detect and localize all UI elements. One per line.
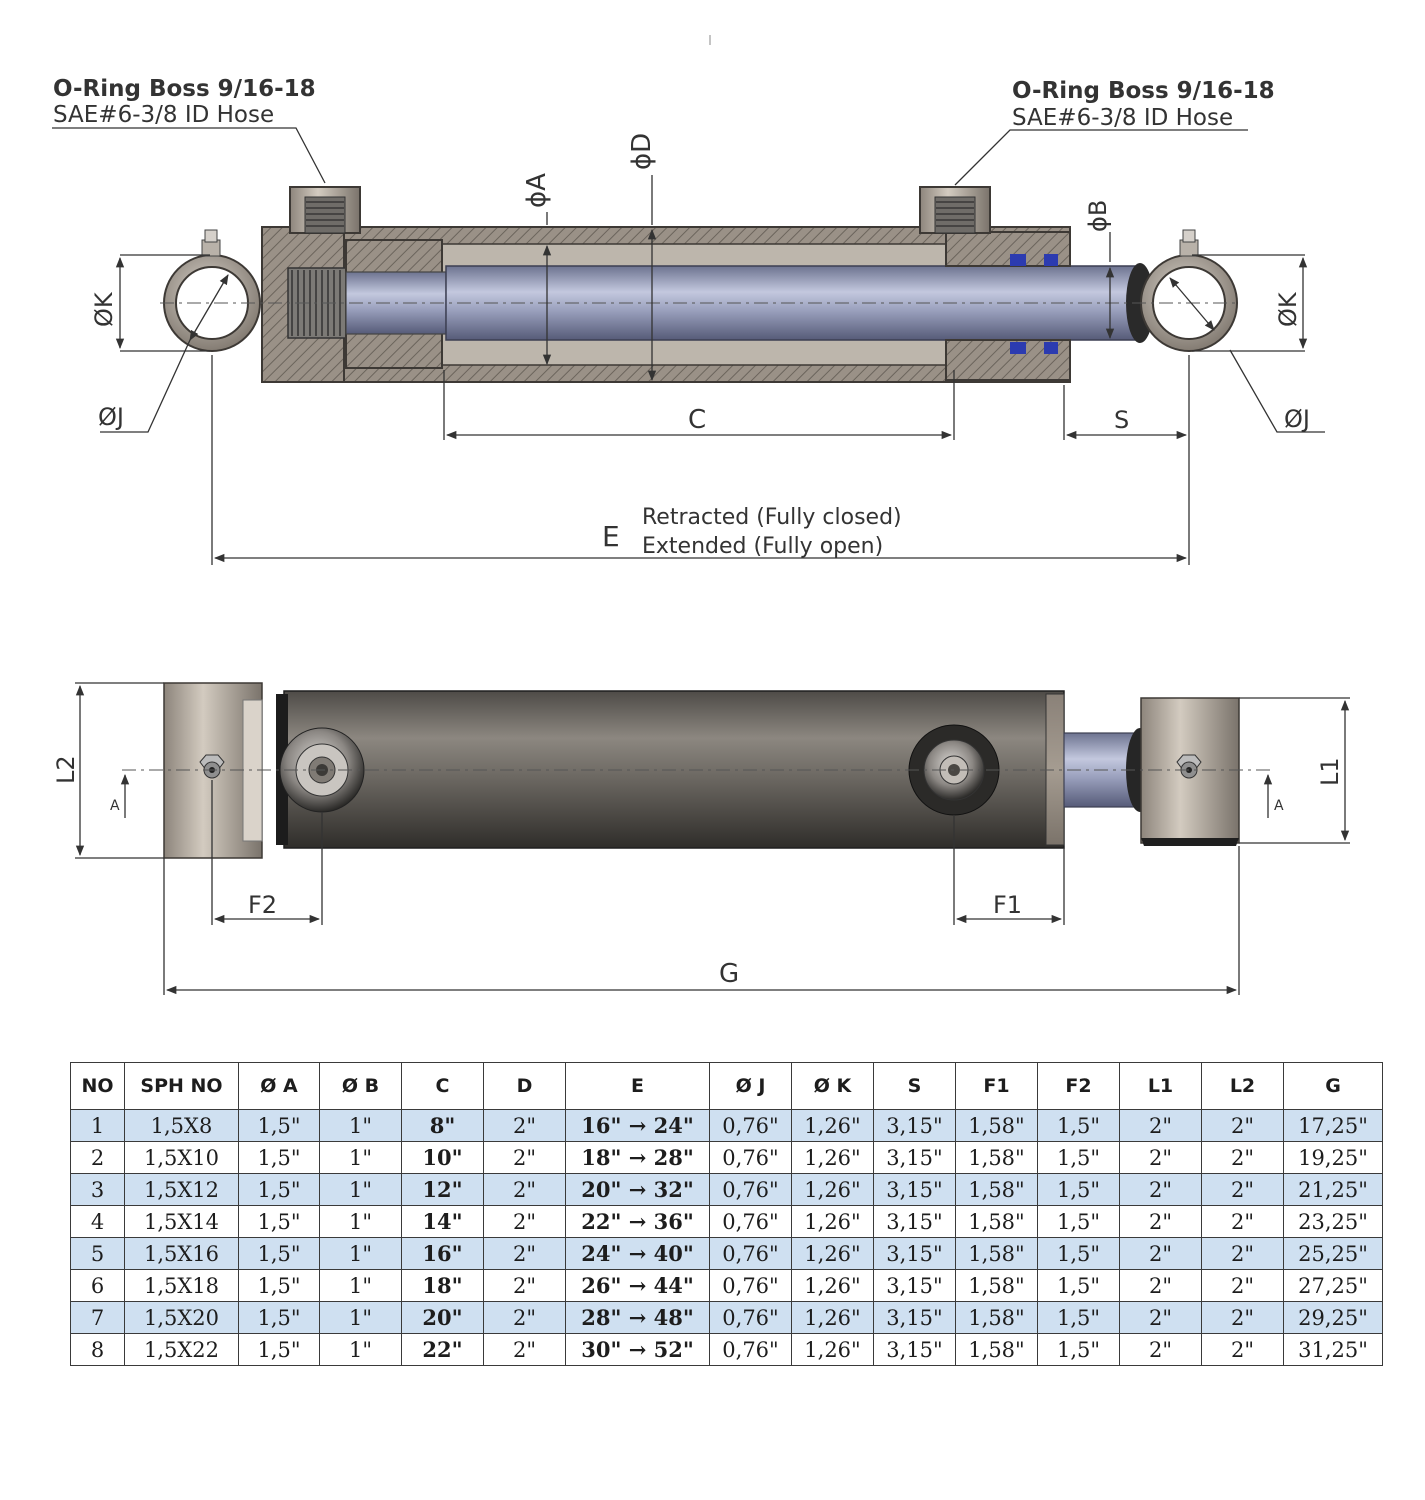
table-cell: 1,5" xyxy=(1038,1302,1120,1334)
table-cell: 1,5" xyxy=(1038,1110,1120,1142)
table-cell: 16" xyxy=(402,1238,484,1270)
table-cell: 1,58" xyxy=(956,1174,1038,1206)
table-cell: 21,25" xyxy=(1284,1174,1383,1206)
rear-eye-clevis xyxy=(164,230,260,351)
table-cell: 1" xyxy=(320,1206,402,1238)
right-port-title: O-Ring Boss 9/16-18 xyxy=(1012,78,1275,104)
table-cell: 1,5" xyxy=(239,1270,320,1302)
table-cell: 20" xyxy=(402,1302,484,1334)
table-cell: 1,26" xyxy=(792,1142,874,1174)
table-cell: 2" xyxy=(1120,1302,1202,1334)
dim-s-label: S xyxy=(1114,406,1130,434)
table-cell: 1,5" xyxy=(239,1238,320,1270)
table-cell: 7 xyxy=(71,1302,125,1334)
table-cell: 8" xyxy=(402,1110,484,1142)
dim-l2-label: L2 xyxy=(52,755,80,784)
table-body xyxy=(71,1110,1383,1366)
table-cell: 1" xyxy=(320,1302,402,1334)
table-cell: 1,58" xyxy=(956,1142,1038,1174)
table-cell: 2" xyxy=(1120,1142,1202,1174)
dim-f2-label: F2 xyxy=(248,891,278,919)
table-cell: 18" xyxy=(402,1270,484,1302)
table-cell: 2" xyxy=(1202,1174,1284,1206)
port-fitting-left xyxy=(290,187,360,233)
table-header-row xyxy=(71,1063,1383,1110)
dim-j-left-label: ØJ xyxy=(98,403,124,431)
table-cell: 3,15" xyxy=(874,1142,956,1174)
port-fitting-right xyxy=(920,187,990,233)
table-cell: 2" xyxy=(1120,1110,1202,1142)
table-cell: 1,26" xyxy=(792,1334,874,1366)
column-header: NO xyxy=(71,1063,125,1110)
column-header: Ø J xyxy=(710,1063,792,1110)
table-cell: 24" → 40" xyxy=(566,1238,710,1270)
table-cell: 2" xyxy=(484,1270,566,1302)
dim-e-label: E xyxy=(602,520,620,553)
table-cell: 31,25" xyxy=(1284,1334,1383,1366)
table-cell: 25,25" xyxy=(1284,1238,1383,1270)
table-cell: 3,15" xyxy=(874,1238,956,1270)
dim-f1-label: F1 xyxy=(993,891,1023,919)
table-cell: 1,5" xyxy=(239,1302,320,1334)
table-cell: 2" xyxy=(484,1334,566,1366)
table-cell: 22" xyxy=(402,1334,484,1366)
table-cell: 17,25" xyxy=(1284,1110,1383,1142)
table-cell: 8 xyxy=(71,1334,125,1366)
left-port-title: O-Ring Boss 9/16-18 xyxy=(53,76,316,102)
table-cell: 0,76" xyxy=(710,1174,792,1206)
table-cell: 1,5X8 xyxy=(125,1110,239,1142)
table-cell: 19,25" xyxy=(1284,1142,1383,1174)
table-cell: 1,58" xyxy=(956,1238,1038,1270)
table-cell: 26" → 44" xyxy=(566,1270,710,1302)
table-row xyxy=(71,1302,1383,1334)
table-cell: 1,26" xyxy=(792,1302,874,1334)
table-cell: 2" xyxy=(1202,1334,1284,1366)
table-cell: 3,15" xyxy=(874,1206,956,1238)
table-cell: 3 xyxy=(71,1174,125,1206)
table-cell: 1,5X14 xyxy=(125,1206,239,1238)
section-a-right-label: A xyxy=(1274,798,1284,814)
e-retracted-note: Retracted (Fully closed) xyxy=(642,505,902,530)
column-header: L2 xyxy=(1202,1063,1284,1110)
table-cell: 1,5X18 xyxy=(125,1270,239,1302)
column-header: L1 xyxy=(1120,1063,1202,1110)
dim-k-right-label: ØK xyxy=(1274,292,1302,327)
table-cell: 2" xyxy=(484,1238,566,1270)
table-cell: 0,76" xyxy=(710,1334,792,1366)
table-cell: 29,25" xyxy=(1284,1302,1383,1334)
table-cell: 3,15" xyxy=(874,1302,956,1334)
table-cell: 1,5" xyxy=(239,1110,320,1142)
dim-l1-label: L1 xyxy=(1316,757,1344,786)
exterior-view xyxy=(122,683,1270,858)
column-header: Ø B xyxy=(320,1063,402,1110)
table-cell: 18" → 28" xyxy=(566,1142,710,1174)
table-row xyxy=(71,1206,1383,1238)
table-cell: 1,58" xyxy=(956,1206,1038,1238)
table-cell: 1,26" xyxy=(792,1238,874,1270)
table-cell: 1,5X22 xyxy=(125,1334,239,1366)
table-cell: 1,5" xyxy=(239,1334,320,1366)
column-header: D xyxy=(484,1063,566,1110)
table-cell: 1,5X20 xyxy=(125,1302,239,1334)
table-cell: 2" xyxy=(1202,1238,1284,1270)
table-cell: 1 xyxy=(71,1110,125,1142)
column-header: E xyxy=(566,1063,710,1110)
table-cell: 2" xyxy=(484,1174,566,1206)
table-cell: 2" xyxy=(484,1206,566,1238)
table-cell: 22" → 36" xyxy=(566,1206,710,1238)
table-cell: 2" xyxy=(1120,1174,1202,1206)
table-row xyxy=(71,1334,1383,1366)
table-cell: 1,26" xyxy=(792,1110,874,1142)
table-cell: 0,76" xyxy=(710,1270,792,1302)
table-cell: 2" xyxy=(1202,1110,1284,1142)
table-cell: 2" xyxy=(1202,1270,1284,1302)
column-header: G xyxy=(1284,1063,1383,1110)
table-cell: 4 xyxy=(71,1206,125,1238)
table-cell: 0,76" xyxy=(710,1110,792,1142)
table-cell: 1,5" xyxy=(239,1174,320,1206)
dim-k-left-label: ØK xyxy=(90,292,118,327)
table-cell: 1,5" xyxy=(1038,1142,1120,1174)
table-cell: 0,76" xyxy=(710,1238,792,1270)
table-cell: 1,5" xyxy=(1038,1206,1120,1238)
table-cell: 0,76" xyxy=(710,1142,792,1174)
table-cell: 2" xyxy=(484,1110,566,1142)
e-extended-note: Extended (Fully open) xyxy=(642,534,884,559)
table-cell: 1" xyxy=(320,1270,402,1302)
table-cell: 2" xyxy=(1202,1302,1284,1334)
table-cell: 10" xyxy=(402,1142,484,1174)
column-header: SPH NO xyxy=(125,1063,239,1110)
table-cell: 12" xyxy=(402,1174,484,1206)
left-port-subtitle: SAE#6-3/8 ID Hose xyxy=(53,102,275,128)
table-cell: 28" → 48" xyxy=(566,1302,710,1334)
table-row xyxy=(71,1142,1383,1174)
dim-d-label: ϕD xyxy=(627,132,657,170)
table-cell: 1,58" xyxy=(956,1270,1038,1302)
table-cell: 3,15" xyxy=(874,1270,956,1302)
table-cell: 1,5" xyxy=(239,1142,320,1174)
table-cell: 0,76" xyxy=(710,1302,792,1334)
table-cell: 2" xyxy=(484,1302,566,1334)
dim-j-right-label: ØJ xyxy=(1284,405,1310,433)
table-cell: 1,5X10 xyxy=(125,1142,239,1174)
table-cell: 30" → 52" xyxy=(566,1334,710,1366)
table-cell: 1" xyxy=(320,1142,402,1174)
table-cell: 2" xyxy=(1120,1270,1202,1302)
table-cell: 1,5" xyxy=(1038,1334,1120,1366)
column-header: S xyxy=(874,1063,956,1110)
table-row xyxy=(71,1238,1383,1270)
table-cell: 1,26" xyxy=(792,1206,874,1238)
table-row xyxy=(71,1174,1383,1206)
column-header: Ø K xyxy=(792,1063,874,1110)
table-cell: 1,26" xyxy=(792,1174,874,1206)
table-cell: 3,15" xyxy=(874,1334,956,1366)
table-cell: 5 xyxy=(71,1238,125,1270)
table-cell: 2" xyxy=(1120,1206,1202,1238)
table-cell: 1,5" xyxy=(1038,1270,1120,1302)
table-cell: 1" xyxy=(320,1110,402,1142)
table-cell: 16" → 24" xyxy=(566,1110,710,1142)
column-header: C xyxy=(402,1063,484,1110)
table-cell: 23,25" xyxy=(1284,1206,1383,1238)
table-cell: 27,25" xyxy=(1284,1270,1383,1302)
section-a-left-label: A xyxy=(110,798,120,814)
table-cell: 0,76" xyxy=(710,1206,792,1238)
table-cell: 1" xyxy=(320,1334,402,1366)
table-cell: 3,15" xyxy=(874,1110,956,1142)
column-header: F1 xyxy=(956,1063,1038,1110)
table-cell: 14" xyxy=(402,1206,484,1238)
spec-table xyxy=(70,1062,1383,1366)
rod-eye-clevis xyxy=(1141,230,1237,351)
table-cell: 2" xyxy=(1202,1142,1284,1174)
table-cell: 3,15" xyxy=(874,1174,956,1206)
table-row xyxy=(71,1270,1383,1302)
dim-b-label: ϕB xyxy=(1084,199,1112,232)
table-cell: 1,5" xyxy=(239,1206,320,1238)
table-cell: 1,5" xyxy=(1038,1174,1120,1206)
table-cell: 1,58" xyxy=(956,1334,1038,1366)
table-cell: 1,58" xyxy=(956,1302,1038,1334)
table-cell: 2 xyxy=(71,1142,125,1174)
dim-c-label: C xyxy=(688,405,707,435)
table-cell: 20" → 32" xyxy=(566,1174,710,1206)
dim-g-label: G xyxy=(719,959,740,989)
table-cell: 2" xyxy=(1120,1334,1202,1366)
table-cell: 1,58" xyxy=(956,1110,1038,1142)
table-cell: 1,26" xyxy=(792,1270,874,1302)
dim-a-label: ϕA xyxy=(522,173,552,208)
table-cell: 2" xyxy=(484,1142,566,1174)
table-cell: 1,5X12 xyxy=(125,1174,239,1206)
table-cell: 1" xyxy=(320,1238,402,1270)
table-cell: 2" xyxy=(1202,1206,1284,1238)
table-cell: 1,5" xyxy=(1038,1238,1120,1270)
right-port-subtitle: SAE#6-3/8 ID Hose xyxy=(1012,105,1234,131)
column-header: F2 xyxy=(1038,1063,1120,1110)
table-cell: 1" xyxy=(320,1174,402,1206)
table-cell: 2" xyxy=(1120,1238,1202,1270)
table-cell: 6 xyxy=(71,1270,125,1302)
table-row xyxy=(71,1110,1383,1142)
column-header: Ø A xyxy=(239,1063,320,1110)
table-cell: 1,5X16 xyxy=(125,1238,239,1270)
